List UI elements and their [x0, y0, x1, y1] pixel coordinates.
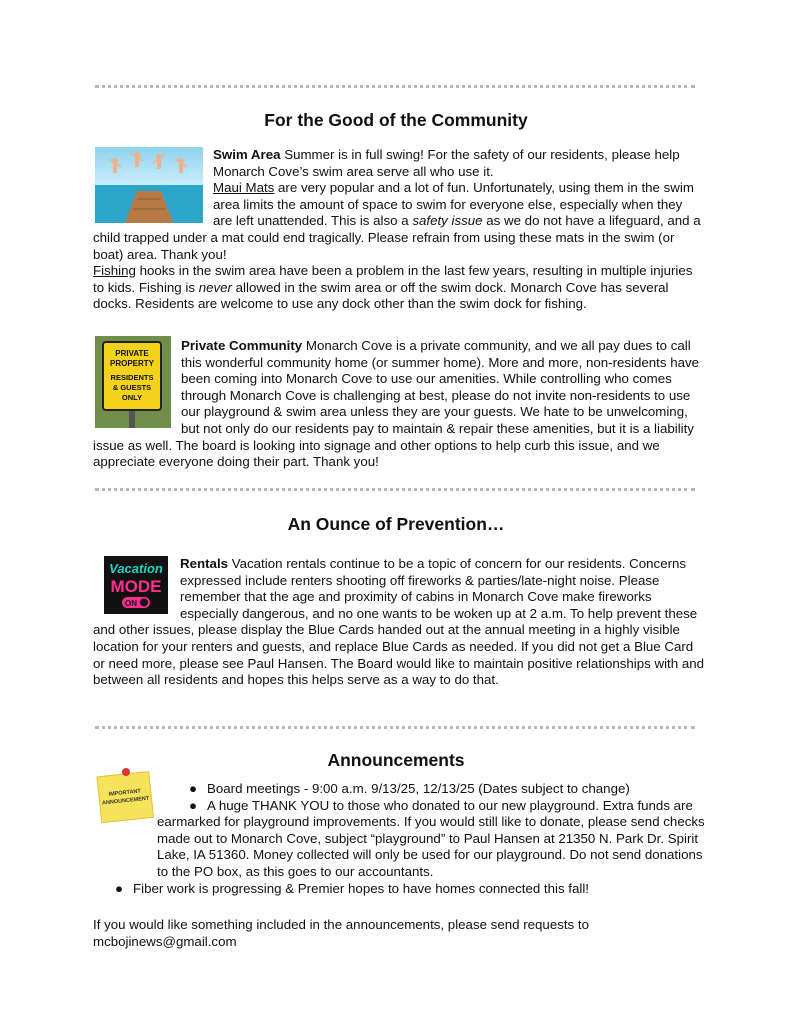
- sign-line-5: ONLY: [121, 393, 143, 402]
- never-emphasis: never: [198, 279, 232, 295]
- announcement-item-2: A huge THANK YOU to those who donated to our new playground. Extra funds are earmarked for playground improvements. If you would still like to donate, please send checks made out to Monarch Cove, subject “playground” to Paul Hansen at 21350 N. Park Dr. Spirit Lake, IA 51360. Money collected will only be used for our playground. Do not send donations to the PO box, as this goes to our accountants.: [157, 797, 705, 879]
- rentals-text: [93, 556, 705, 689]
- on-word: ON: [125, 599, 137, 608]
- swim-photo: [95, 147, 203, 223]
- rentals-block: [93, 556, 705, 689]
- closing-note: If you would like something included in the announcements, please send requests to mcbojinews@gmail.com: [93, 917, 589, 949]
- announcement-item-3: Fiber work is progressing & Premier hopes to have homes connected this fall!: [133, 880, 590, 896]
- sign-line-4: & GUESTS: [112, 383, 152, 392]
- note-line-1: IMPORTANT: [108, 788, 142, 798]
- sign-line-1: PRIVATE: [115, 349, 149, 358]
- swim-text-3: as we do not have a lifeguard, and a child trapped under a mat could end tragically. Please refrain from using these mats in the swim (or boat) area. Thank you!: [93, 213, 701, 262]
- sign-line-3: RESIDENTS: [110, 373, 154, 382]
- rentals-body: Vacation rentals continue to be a topic of concern for our residents. Concerns expressed include renters shooting off fireworks & parties/late-night noise. Please remember that the age and proximity of cabins in Monarch Cove make fireworks especially dangerous, and no one wants to be woken up at 2 a.m. To help prevent these and other issues, please display the Blue Cards handed out at the annual meeting in a highly visible location for your renters and guests, and replace Blue Cards as needed. If you did not get a Blue Card or need more, please see Paul Hansen. The Board would like to maintain positive relationships with and between all residents and hopes this helps serve as a way to do that.: [93, 556, 705, 688]
- list-item: [93, 795, 705, 881]
- vacation-mode-icon: [104, 556, 168, 614]
- swim-area-block: [93, 147, 705, 313]
- announcement-item-1: Board meetings - 9:00 a.m. 9/13/25, 12/13/25 (Dates subject to change): [207, 781, 630, 796]
- swim-photo-icon: [95, 147, 203, 223]
- push-pin-icon: [122, 768, 130, 776]
- rentals-title: Rentals: [180, 556, 229, 571]
- private-community-title: Private Community: [181, 338, 303, 353]
- section-heading-prevention: An Ounce of Prevention…: [287, 514, 505, 534]
- swim-text-1: Summer is in full swing! For the safety of our residents, please help Monarch Cove’s swim area serve all who use it.: [213, 147, 680, 179]
- section-heading-announcements: Announcements: [327, 750, 465, 770]
- swim-text-2: are very popular and a lot of fun. Unfortunately, using them in the swim area limits the amount of space to swim for everyone else, especially when they are left unattended. This is also a: [213, 180, 694, 229]
- private-community-text: [93, 338, 705, 471]
- bullet-icon: ●: [189, 781, 198, 796]
- announcements-list: [93, 781, 705, 897]
- private-text: Monarch Cove is a private community, and we all pay dues to call this wonderful community home (or summer home). More and more, non-residents have been coming into Monarch Cove to use our amenities. While controlling who comes through Monarch Cove is challenging at best, please do not invite non-residents to use our playground & swim area unless they are your guests. We hate to be unwelcoming, but not only do our residents pay to maintain & repair these amenities, but it is a liability issue as well. The board is looking into signage and other options to help curb this issue, and we appreciate everyone doing their part. Thank you!: [93, 338, 700, 470]
- maui-mats-link[interactable]: Maui Mats: [213, 180, 275, 196]
- vacation-word: Vacation: [109, 561, 163, 576]
- bullet-icon: ●: [115, 880, 124, 896]
- list-item: [93, 881, 705, 898]
- swim-text-4: hooks in the swim area have been a problem in the last few years, resulting in multiple injuries to kids. Fishing is: [93, 263, 693, 295]
- safety-issue-emphasis: safety issue: [412, 213, 483, 229]
- swim-text-5: allowed in the swim area or off the swim dock. Monarch Cove has several docks. Residents are welcome to use any dock other than the swim dock for fishing.: [93, 279, 669, 312]
- fishing-link[interactable]: Fishing: [93, 263, 136, 279]
- list-item: [93, 781, 705, 798]
- bullet-icon: ●: [189, 797, 198, 813]
- private-community-block: [93, 338, 705, 471]
- section-heading-community: For the Good of the Community: [264, 110, 528, 130]
- vacation-mode-logo: [104, 556, 168, 614]
- mode-word: MODE: [110, 577, 162, 596]
- section-divider: [95, 85, 695, 88]
- sign-line-2: PROPERTY: [109, 359, 155, 368]
- section-divider: [95, 726, 695, 729]
- private-property-sign: [95, 336, 171, 428]
- note-line-2: ANNOUNCEMENT: [101, 795, 150, 807]
- section-divider: [95, 488, 695, 491]
- swim-area-title: Swim Area: [213, 147, 281, 162]
- private-sign-icon: [95, 336, 171, 428]
